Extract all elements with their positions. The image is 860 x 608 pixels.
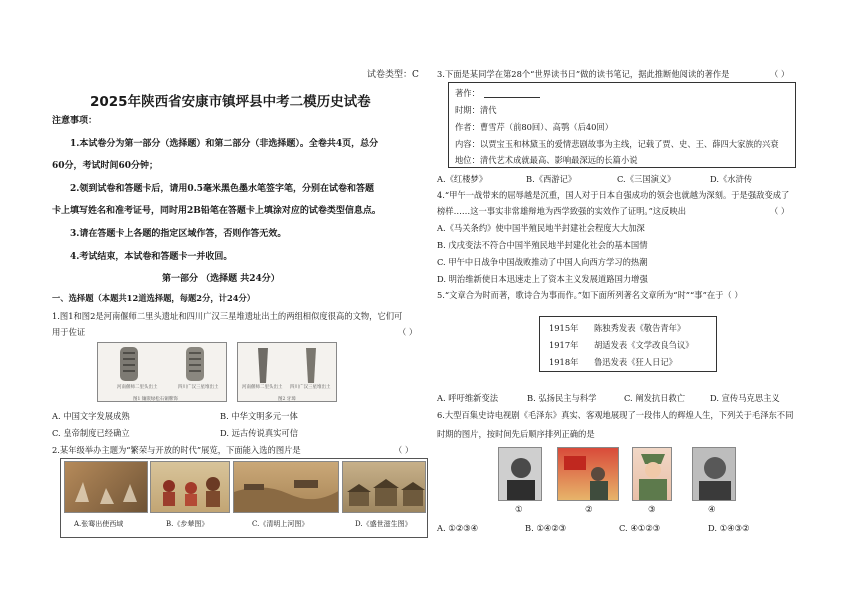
q3-box-line-4: 内容：以贾宝玉和林黛玉的爱情悲剧故事为主线，记载了贾、史、王、薛四大家族的兴衰 xyxy=(455,139,779,149)
q2-stem: 2.某年级举办主题为“繁荣与开放的时代”展览，下面能入选的图片是 xyxy=(52,445,301,455)
page-title: 2025年陕西省安康市镇坪县中考二模历史试卷 xyxy=(90,94,371,110)
q5-year-1: 1915年 xyxy=(549,323,579,333)
q3-option-b[interactable]: B.《西游记》 xyxy=(526,174,577,184)
notice-heading: 注意事项： xyxy=(52,116,98,126)
q2-option-a[interactable]: A.张骞出使西域 xyxy=(74,520,124,528)
q5-event-3: 鲁迅发表《狂人日记》 xyxy=(594,357,677,367)
q6-photo-1 xyxy=(498,447,542,501)
q1-fig-label-4: 四川广汉三星堆出土 xyxy=(290,385,331,390)
q5-option-d[interactable]: D. 宣传马克思主义 xyxy=(710,393,780,403)
q3-box-line-1: 著作： xyxy=(455,88,480,98)
yazhang-illustration xyxy=(238,343,337,402)
q5-option-b[interactable]: B. 弘扬民主与科学 xyxy=(527,393,597,403)
q1-figure-1 xyxy=(97,342,227,402)
q2-image-b xyxy=(150,461,230,513)
q2-answer-paren: （ ） xyxy=(394,445,414,455)
q3-box-line-3: 作者：曹雪芹（前80回）、高鹗（后40回） xyxy=(455,122,614,132)
q6-photo-3 xyxy=(632,447,672,501)
q2-image-c xyxy=(233,461,339,513)
notice-item-1: 1.本试卷分为第一部分（选择题）和第二部分（非选择题）。全卷共4页，总分 xyxy=(70,139,379,149)
q5-event-2: 胡适发表《文学改良刍议》 xyxy=(594,340,694,350)
q4-answer-paren: （ ） xyxy=(770,206,790,216)
q6-stem-line2: 时期的图片，按时间先后顺序排列正确的是 xyxy=(437,429,595,439)
q1-option-c[interactable]: C. 皇帝制度已经确立 xyxy=(52,428,130,438)
q5-year-3: 1918年 xyxy=(549,357,579,367)
q6-option-c[interactable]: C. ④①②③ xyxy=(619,523,661,533)
q2-option-d[interactable]: D.《盛世滋生图》 xyxy=(355,520,412,528)
q4-option-a[interactable]: A.《马关条约》使中国半殖民地半封建社会程度大大加深 xyxy=(437,223,645,233)
q3-box-line-5: 地位：清代艺术成就最高、影响最深远的长篇小说 xyxy=(455,155,638,165)
section-heading: 一、选择题（本题共12道选择题，每题2分，计24分） xyxy=(52,293,256,303)
q1-fig1-caption: 图1 镶嵌绿松石铜牌饰 xyxy=(133,397,178,402)
q1-option-b[interactable]: B. 中华文明多元一体 xyxy=(220,411,298,421)
part1-heading: 第一部分 （选择题 共24分） xyxy=(162,274,280,284)
q1-figure-2 xyxy=(237,342,337,402)
q1-answer-paren: （ ） xyxy=(398,327,418,337)
q6-photo-label-1: ① xyxy=(515,504,523,514)
q3-option-c[interactable]: C.《三国演义》 xyxy=(617,174,676,184)
q6-option-a[interactable]: A. ①②③④ xyxy=(437,523,479,533)
q4-stem-line2: 榜样……这一事实非常雄辩地为西学致强的实效作了证明。”这反映出 xyxy=(437,206,687,216)
q3-answer-paren: （ ） xyxy=(770,69,790,79)
bronze-plaque-illustration xyxy=(98,343,227,402)
q3-option-a[interactable]: A.《红楼梦》 xyxy=(437,174,488,184)
q6-photo-label-4: ④ xyxy=(708,504,716,514)
q1-option-d[interactable]: D. 远古传说真实可信 xyxy=(220,428,299,438)
notice-item-3: 3.请在答题卡上各题的指定区域作答，否则作答无效。 xyxy=(70,229,287,239)
paper-type: 试卷类型：C xyxy=(367,70,419,80)
q6-photo-label-3: ③ xyxy=(648,504,656,514)
q6-option-b[interactable]: B. ①④②③ xyxy=(525,523,567,533)
notice-item-4: 4.考试结束，本试卷和答题卡一并收回。 xyxy=(70,252,233,262)
q1-option-a[interactable]: A. 中国文字发展成熟 xyxy=(52,411,130,421)
notice-item-1-cont: 60分，考试时间60分钟； xyxy=(52,161,159,171)
q6-option-d[interactable]: D. ①④③② xyxy=(708,523,750,533)
q6-stem-line1: 6.大型百集史诗电视剧《毛泽东》真实、客观地展现了一段伟人的辉煌人生，下列关于毛泽东不同 xyxy=(437,410,794,420)
q1-fig-label-3: 河南偃师二里头出土 xyxy=(242,385,283,390)
q1-fig-label-1: 河南偃师二里头出土 xyxy=(117,385,158,390)
q3-stem: 3.下面是某同学在第28个“世界读书日”做的读书笔记，据此推断他阅读的著作是 xyxy=(437,69,730,79)
q1-fig-label-2: 四川广汉三星堆出土 xyxy=(178,385,219,390)
q4-option-d[interactable]: D. 明治维新使日本迅速走上了资本主义发展道路国力增强 xyxy=(437,274,648,284)
q3-box-line-2: 时期：清代 xyxy=(455,105,497,115)
q5-option-a[interactable]: A. 呼吁维新变法 xyxy=(437,393,499,403)
notice-item-2-cont: 卡上填写姓名和准考证号，同时用2B铅笔在答题卡上填涂对应的试卷类型信息点。 xyxy=(52,206,381,216)
q3-option-d[interactable]: D.《水浒传 xyxy=(710,174,753,184)
q1-stem-line1: 1.图1和图2是河南偃师二里头遗址和四川广汉三星堆遗址出土的两组相似度很高的文物，它们可 xyxy=(52,311,403,321)
q2-image-a xyxy=(64,461,148,513)
q5-option-c[interactable]: C. 阐发抗日救亡 xyxy=(624,393,686,403)
q4-stem-line1: 4.“甲午一战带来的屈辱越是沉重，国人对于日本自强成功的领会也就越为深刻。于是强敌变成了 xyxy=(437,190,790,200)
q1-stem-line2: 用于佐证 xyxy=(52,327,86,337)
q6-photo-label-2: ② xyxy=(585,504,593,514)
q5-event-1: 陈独秀发表《敬告青年》 xyxy=(594,323,686,333)
q4-option-c[interactable]: C. 甲午中日战争中国战败推动了中国人向西方学习的热潮 xyxy=(437,257,648,267)
q4-option-b[interactable]: B. 戊戌变法不符合中国半殖民地半封建化社会的基本国情 xyxy=(437,240,648,250)
q2-option-c[interactable]: C.《清明上河图》 xyxy=(252,520,309,528)
q2-option-b[interactable]: B.《步辇图》 xyxy=(166,520,209,528)
q3-blank-line xyxy=(484,97,540,98)
q2-image-d xyxy=(342,461,426,513)
q5-stem: 5.“文章合为时而著，歌诗合为事而作。”如下面所列著名文章所为“时”“事”在于（ ） xyxy=(437,290,743,300)
q6-photo-2 xyxy=(557,447,619,501)
q5-year-2: 1917年 xyxy=(549,340,579,350)
q6-photo-4 xyxy=(692,447,736,501)
notice-item-2: 2.领到试卷和答题卡后，请用0.5毫米黑色墨水笔签字笔，分别在试卷和答题 xyxy=(70,184,375,194)
q1-fig2-caption: 图2 牙璋 xyxy=(278,397,296,402)
